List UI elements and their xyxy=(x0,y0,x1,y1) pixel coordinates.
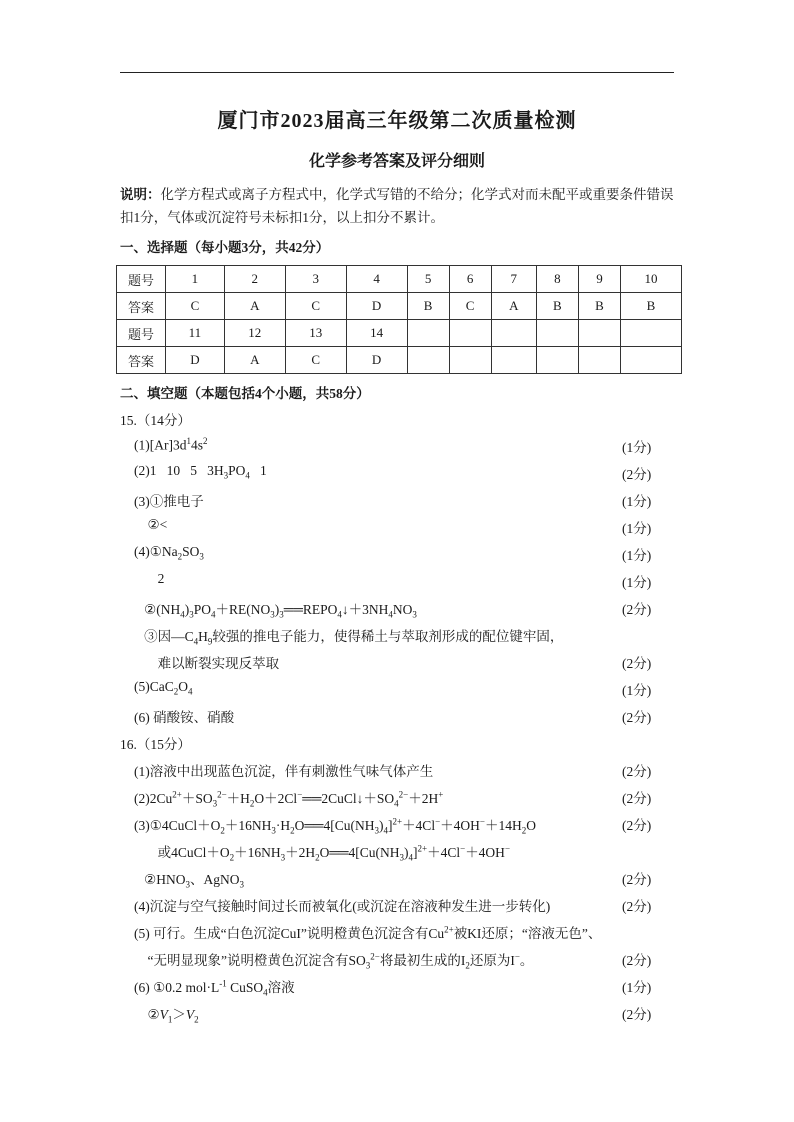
table-row xyxy=(117,320,682,347)
answer-line xyxy=(0,625,794,647)
table-cell: C xyxy=(449,293,491,320)
answer-line xyxy=(0,571,794,593)
question-number: 16.（15分） xyxy=(120,737,191,752)
table-cell: B xyxy=(536,293,578,320)
score-label: (2分) xyxy=(622,764,652,779)
table-cell: 5 xyxy=(407,266,449,293)
table-cell: C xyxy=(166,293,225,320)
score-label: (2分) xyxy=(622,953,652,968)
answer-text: $(4)①Na_2SO_3$ xyxy=(134,544,204,562)
row-label: 题号 xyxy=(117,320,166,347)
table-cell xyxy=(536,320,578,347)
page-subtitle: 化学参考答案及评分细则 xyxy=(308,153,485,170)
question-heading xyxy=(0,733,794,755)
table-cell: B xyxy=(620,293,681,320)
note-label: 说明： xyxy=(120,187,161,202)
answer-text: $②(NH_4)_3PO_4+RE(NO_3)_3══REPO_4↓+3NH_4NO_3$ xyxy=(134,602,417,620)
answer-text: 2 xyxy=(134,571,165,586)
score-label: (2分) xyxy=(622,818,652,833)
answer-line xyxy=(0,787,794,809)
answer-line xyxy=(0,436,794,458)
answer-line xyxy=(0,544,794,566)
table-cell: A xyxy=(491,293,536,320)
table-cell xyxy=(449,347,491,374)
answer-line xyxy=(0,841,794,863)
answer-text: (5) 可行。生成“白色沉淀CuI”说明橙黄色沉淀含有$Cu^{2+}$被KI还原；“溶液无色”、 xyxy=(134,924,602,941)
score-label: (1分) xyxy=(622,494,652,509)
table-cell: A xyxy=(224,293,285,320)
answer-line xyxy=(0,1003,794,1025)
answer-line xyxy=(0,949,794,971)
answer-text: $(5)CaC_2O_4$ xyxy=(134,679,193,697)
score-label: (1分) xyxy=(622,575,652,590)
answer-line xyxy=(0,976,794,998)
answer-line xyxy=(0,652,794,674)
answer-text: $(3)①4CuCl+O_2+16NH_3\cdot H_2O══4[Cu(NH_3)_4]^{2+}+4Cl^-+4OH^-+14H_2O$ xyxy=(134,816,536,836)
score-label: (1分) xyxy=(622,980,652,995)
table-cell: 13 xyxy=(285,320,346,347)
table-cell xyxy=(407,320,449,347)
answer-line xyxy=(0,679,794,701)
table-cell xyxy=(578,347,620,374)
table-row xyxy=(117,347,682,374)
answer-text: (3)①推电子 xyxy=(134,494,204,509)
table-cell: A xyxy=(224,347,285,374)
scoring-note xyxy=(120,183,676,229)
score-label: (2分) xyxy=(622,872,652,887)
table-cell xyxy=(578,320,620,347)
table-cell xyxy=(620,320,681,347)
answer-line xyxy=(0,895,794,917)
table-row xyxy=(117,293,682,320)
table-cell: 12 xyxy=(224,320,285,347)
table-cell: 6 xyxy=(449,266,491,293)
answer-text: $(1)[Ar]3d^14s^2$ xyxy=(134,436,208,453)
table-cell: D xyxy=(346,347,407,374)
answer-text: 难以断裂实现反萃取 xyxy=(134,656,280,671)
question-number: 15.（14分） xyxy=(120,413,191,428)
answer-line xyxy=(0,868,794,890)
table-cell: D xyxy=(166,347,225,374)
table-cell: B xyxy=(407,293,449,320)
answer-text: 或$4CuCl+O_2+16NH_3+2H_2O══4[Cu(NH_3)_4]^{2+}+4Cl^-+4OH^-$ xyxy=(134,843,511,863)
answer-line xyxy=(0,463,794,485)
answer-text: ②< xyxy=(134,517,168,532)
answer-table xyxy=(116,265,682,374)
score-label: (2分) xyxy=(622,710,652,725)
answer-line xyxy=(0,490,794,512)
table-cell: 4 xyxy=(346,266,407,293)
answer-line xyxy=(0,598,794,620)
score-label: (2分) xyxy=(622,899,652,914)
answer-line xyxy=(0,517,794,539)
section2-heading: 二、填空题（本题包括4个小题，共58分） xyxy=(120,386,370,401)
row-label: 答案 xyxy=(117,347,166,374)
score-label: (1分) xyxy=(622,683,652,698)
table-cell xyxy=(491,320,536,347)
table-cell: C xyxy=(285,293,346,320)
answer-text: (2)1 10 5 $3H_3PO_4$ 1 xyxy=(134,463,267,481)
answer-text: $②V_1>V_2$ xyxy=(134,1007,199,1025)
answer-text: “无明显现象”说明橙黄色沉淀含有$SO_3^{2-}$将最初生成的$I_2$还原为I−。 xyxy=(134,951,534,971)
score-label: (2分) xyxy=(622,602,652,617)
table-cell xyxy=(536,347,578,374)
answer-line xyxy=(0,814,794,836)
score-label: (1分) xyxy=(622,548,652,563)
top-rule xyxy=(120,72,674,73)
answer-text: (6) ①0.2 $mol\cdot L^{-1}$ CuSO$_4$溶液 xyxy=(134,978,295,998)
table-cell: 11 xyxy=(166,320,225,347)
table-cell: D xyxy=(346,293,407,320)
table-cell xyxy=(407,347,449,374)
note-text: 化学方程式或离子方程式中，化学式写错的不给分；化学式对而未配平或重要条件错误扣1分，气体或沉淀符号未标扣1分，以上扣分不累计。 xyxy=(120,187,674,225)
answer-text: $(2)2Cu^{2+}+SO_3^{2-}+H_2O+2Cl^-══2CuCl↓+SO_4^{2-}+2H^+$ xyxy=(134,789,444,809)
answer-text: (1)溶液中出现蓝色沉淀，伴有刺激性气味气体产生 xyxy=(134,764,434,779)
table-cell xyxy=(620,347,681,374)
table-cell xyxy=(491,347,536,374)
section1-heading: 一、选择题（每小题3分，共42分） xyxy=(120,240,330,255)
score-label: (2分) xyxy=(622,791,652,806)
table-cell: 7 xyxy=(491,266,536,293)
table-cell: 3 xyxy=(285,266,346,293)
score-label: (1分) xyxy=(622,521,652,536)
answer-text: $②HNO_3$、AgNO$_3$ xyxy=(134,872,244,890)
table-cell: 14 xyxy=(346,320,407,347)
score-label: (2分) xyxy=(622,467,652,482)
table-cell: C xyxy=(285,347,346,374)
row-label: 答案 xyxy=(117,293,166,320)
table-cell: 10 xyxy=(620,266,681,293)
answer-text: ③因$—C_4H_9$较强的推电子能力，使得稀土与萃取剂形成的配位键牢固， xyxy=(134,629,564,647)
answer-line xyxy=(0,706,794,728)
answer-line xyxy=(0,760,794,782)
score-label: (1分) xyxy=(622,440,652,455)
table-cell: B xyxy=(578,293,620,320)
question-heading xyxy=(0,409,794,431)
row-label: 题号 xyxy=(117,266,166,293)
table-cell xyxy=(449,320,491,347)
table-row xyxy=(117,266,682,293)
table-cell: 9 xyxy=(578,266,620,293)
score-label: (2分) xyxy=(622,656,652,671)
page-title: 厦门市2023届高三年级第二次质量检测 xyxy=(217,110,577,132)
answer-text: (4)沉淀与空气接触时间过长而被氧化(或沉淀在溶液种发生进一步转化) xyxy=(134,899,551,914)
answer-line xyxy=(0,922,794,944)
table-cell: 1 xyxy=(166,266,225,293)
table-cell: 8 xyxy=(536,266,578,293)
score-label: (2分) xyxy=(622,1007,652,1022)
answer-text: (6) 硝酸铵、硝酸 xyxy=(134,710,235,725)
table-cell: 2 xyxy=(224,266,285,293)
